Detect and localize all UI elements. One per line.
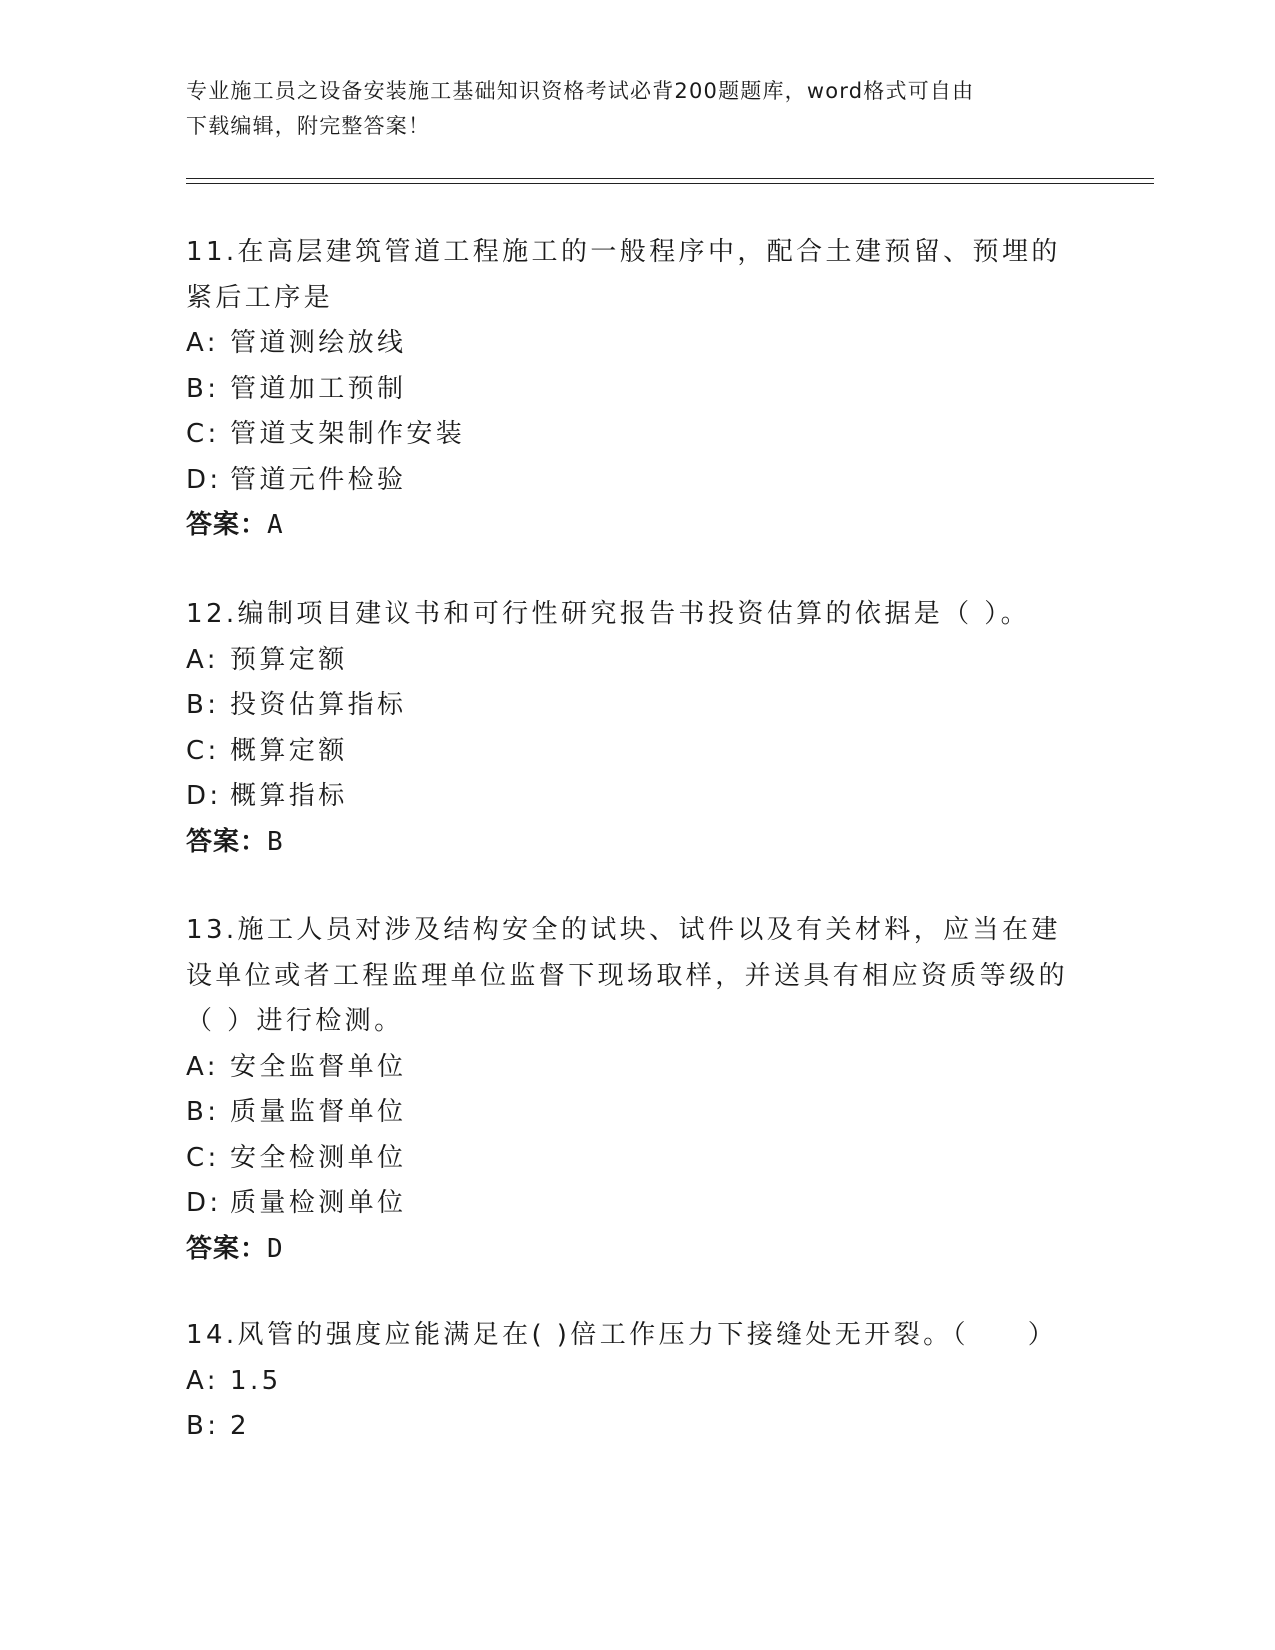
answer-label: 答案： xyxy=(186,510,268,540)
option-a xyxy=(186,1045,1086,1091)
option-letter: B: xyxy=(186,1411,220,1441)
option-c xyxy=(186,412,1086,458)
option-b xyxy=(186,1404,1086,1450)
option-letter: A: xyxy=(186,1051,219,1082)
answer-line xyxy=(186,1227,1086,1273)
option-d xyxy=(186,774,1086,820)
option-text: 管道支架制作安装 xyxy=(230,419,466,449)
option-letter: B: xyxy=(186,690,220,720)
answer-value: D xyxy=(267,1233,284,1264)
option-c xyxy=(186,1136,1086,1182)
question-stem: 11.在高层建筑管道工程施工的一般程序中，配合土建预留、预埋的紧后工序是 xyxy=(186,237,1061,313)
option-text: 投资估算指标 xyxy=(230,690,407,720)
question-stem: 13.施工人员对涉及结构安全的试块、试件以及有关材料，应当在建设单位或者工程监理单位监督下现场取样，并送具有相应资质等级的（ ）进行检测。 xyxy=(186,915,1069,1036)
option-a xyxy=(186,321,1086,367)
option-a xyxy=(186,1359,1086,1405)
option-text: 安全监督单位 xyxy=(230,1051,407,1082)
option-letter: D: xyxy=(186,1188,222,1218)
option-text: 质量监督单位 xyxy=(230,1097,407,1127)
option-letter: B: xyxy=(186,1097,220,1127)
question-stem: 14.风管的强度应能满足在( )倍工作压力下接缝处无开裂。（ ） xyxy=(186,1320,1058,1350)
header-divider-bottom xyxy=(186,183,1154,184)
option-text: 质量检测单位 xyxy=(230,1188,407,1218)
option-letter: D: xyxy=(186,781,222,811)
question-stem: 12.编制项目建议书和可行性研究报告书投资估算的依据是（ ）。 xyxy=(186,599,1031,629)
option-letter: A: xyxy=(186,644,219,675)
option-letter: B: xyxy=(186,373,220,404)
answer-value: A xyxy=(267,510,284,540)
option-text: 2 xyxy=(230,1411,250,1441)
answer-value: B xyxy=(267,826,284,857)
option-text: 1.5 xyxy=(230,1365,282,1396)
answer-line xyxy=(186,820,1086,866)
option-letter: D: xyxy=(186,464,222,495)
option-letter: A: xyxy=(186,1365,219,1396)
question-14 xyxy=(186,1313,1086,1450)
option-letter: C: xyxy=(186,419,220,449)
answer-label: 答案： xyxy=(186,1233,268,1264)
option-letter: C: xyxy=(186,1142,220,1173)
option-text: 概算指标 xyxy=(230,781,348,811)
option-b xyxy=(186,367,1086,413)
option-text: 管道测绘放线 xyxy=(230,328,407,358)
option-b xyxy=(186,1090,1086,1136)
option-text: 预算定额 xyxy=(230,644,348,675)
option-d xyxy=(186,1181,1086,1227)
option-b xyxy=(186,683,1086,729)
question-12 xyxy=(186,592,1086,865)
answer-label: 答案： xyxy=(186,826,268,857)
option-letter: C: xyxy=(186,735,220,766)
option-text: 概算定额 xyxy=(230,735,348,766)
question-13 xyxy=(186,908,1086,1272)
question-11 xyxy=(186,230,1086,549)
option-text: 安全检测单位 xyxy=(230,1142,407,1173)
option-text: 管道加工预制 xyxy=(230,373,407,404)
option-a xyxy=(186,638,1086,684)
document-header: 专业施工员之设备安装施工基础知识资格考试必背200题题库，word格式可自由 下载编辑，附完整答案！ xyxy=(186,79,975,138)
option-c xyxy=(186,729,1086,775)
answer-line xyxy=(186,503,1086,549)
header-divider-top xyxy=(186,178,1154,179)
option-d xyxy=(186,458,1086,504)
option-text: 管道元件检验 xyxy=(230,464,407,495)
option-letter: A: xyxy=(186,328,219,358)
